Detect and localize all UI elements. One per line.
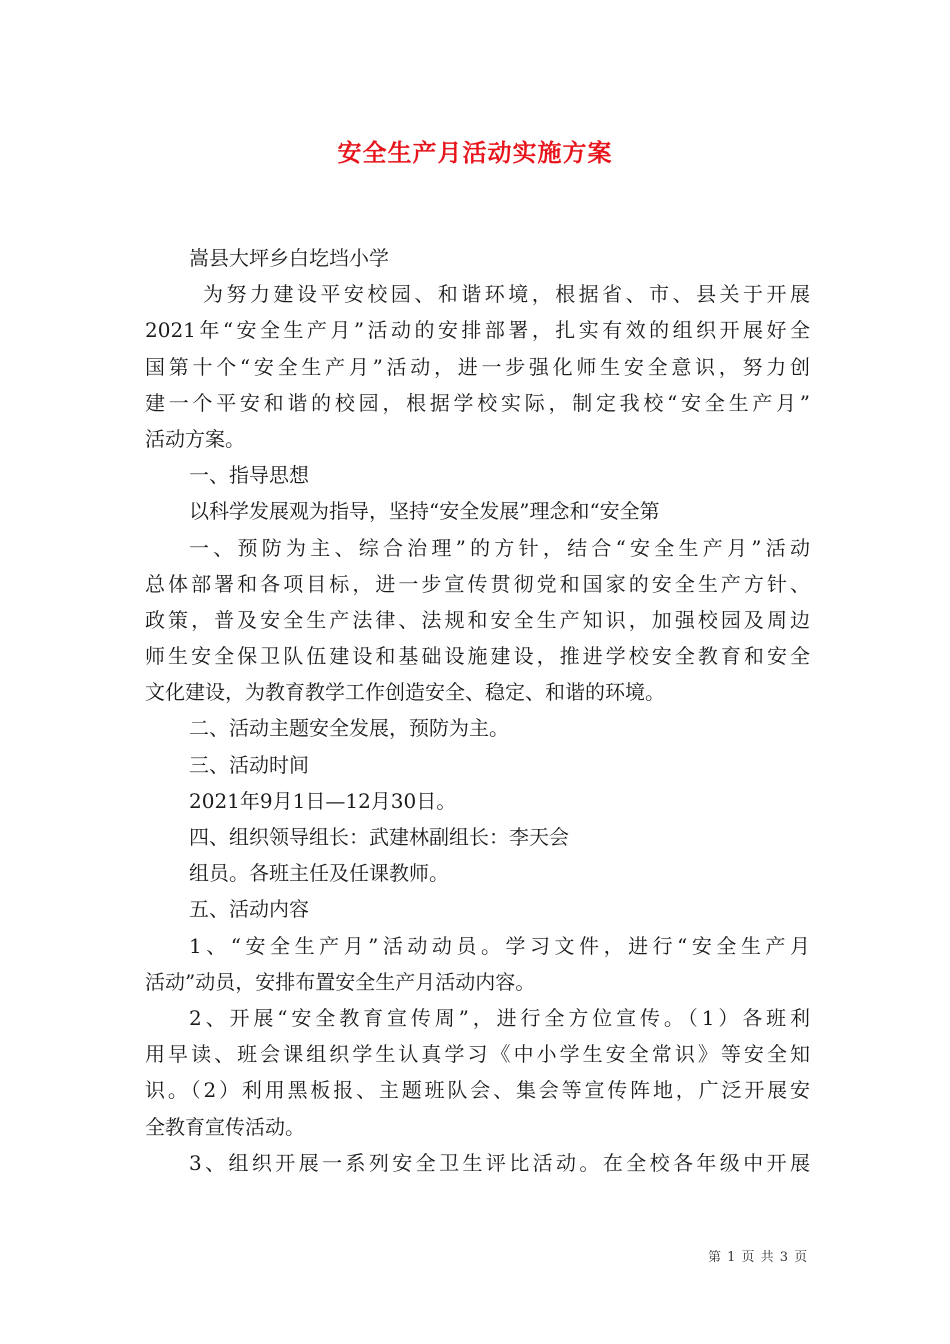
paragraph-line: 2021年9月1日—12月30日。	[189, 788, 457, 813]
document-title: 安全生产月活动实施方案	[337, 138, 613, 167]
paragraph-line: 2021年“安全生产月”活动的安排部署，扎实有效的组织开展好全	[145, 318, 810, 343]
document-body	[145, 240, 810, 1181]
school-name: 嵩县大坪乡白圪垱小学	[189, 246, 389, 270]
page-indicator: 第 1 页 共 3 页	[708, 1250, 809, 1265]
paragraph-line: 一、预防为主、综合治理”的方针，结合“安全生产月”活动	[189, 535, 810, 560]
paragraph-line: 全教育宣传活动。	[145, 1114, 305, 1139]
paragraph-line: 为努力建设平安校园、和谐环境，根据省、市、县关于开展	[203, 282, 810, 307]
paragraph-line: 活动方案。	[145, 426, 245, 451]
paragraph-line: 国第十个“安全生产月”活动，进一步强化师生安全意识，努力创	[145, 354, 810, 379]
paragraph-line: 3、组织开展一系列安全卫生评比活动。在全校各年级中开展	[189, 1150, 810, 1175]
paragraph-line: 政策，普及安全生产法律、法规和安全生产知识，加强校园及周边	[145, 607, 810, 632]
paragraph-line: 以科学发展观为指导，坚持“安全发展”理念和“安全第	[189, 499, 660, 524]
section-heading: 二、活动主题安全发展，预防为主。	[189, 716, 509, 741]
section-heading: 一、指导思想	[189, 463, 309, 488]
paragraph-line: 总体部署和各项目标，进一步宣传贯彻党和国家的安全生产方针、	[145, 571, 810, 596]
paragraph-line: 文化建设，为教育教学工作创造安全、稳定、和谐的环境。	[145, 680, 665, 705]
section-heading: 四、组织领导组长：武建林副组长：李天会	[189, 825, 569, 849]
section-heading: 三、活动时间	[189, 752, 309, 777]
section-heading: 五、活动内容	[189, 897, 309, 922]
paragraph-line: 识。（2）利用黑板报、主题班队会、集会等宣传阵地，广泛开展安	[145, 1078, 810, 1103]
paragraph-line: 组员。各班主任及任课教师。	[189, 861, 449, 886]
paragraph-line: 1、“安全生产月”活动动员。学习文件，进行“安全生产月	[189, 933, 810, 958]
paragraph-line: 师生安全保卫队伍建设和基础设施建设，推进学校安全教育和安全	[145, 644, 810, 669]
paragraph-line: 2、开展“安全教育宣传周”，进行全方位宣传。（1）各班利	[189, 1005, 810, 1030]
paragraph-line: 建一个平安和谐的校园，根据学校实际，制定我校“安全生产月”	[145, 390, 810, 415]
paragraph-line: 活动”动员，安排布置安全生产月活动内容。	[145, 969, 536, 994]
paragraph-line: 用早读、班会课组织学生认真学习《中小学生安全常识》等安全知	[145, 1042, 810, 1067]
